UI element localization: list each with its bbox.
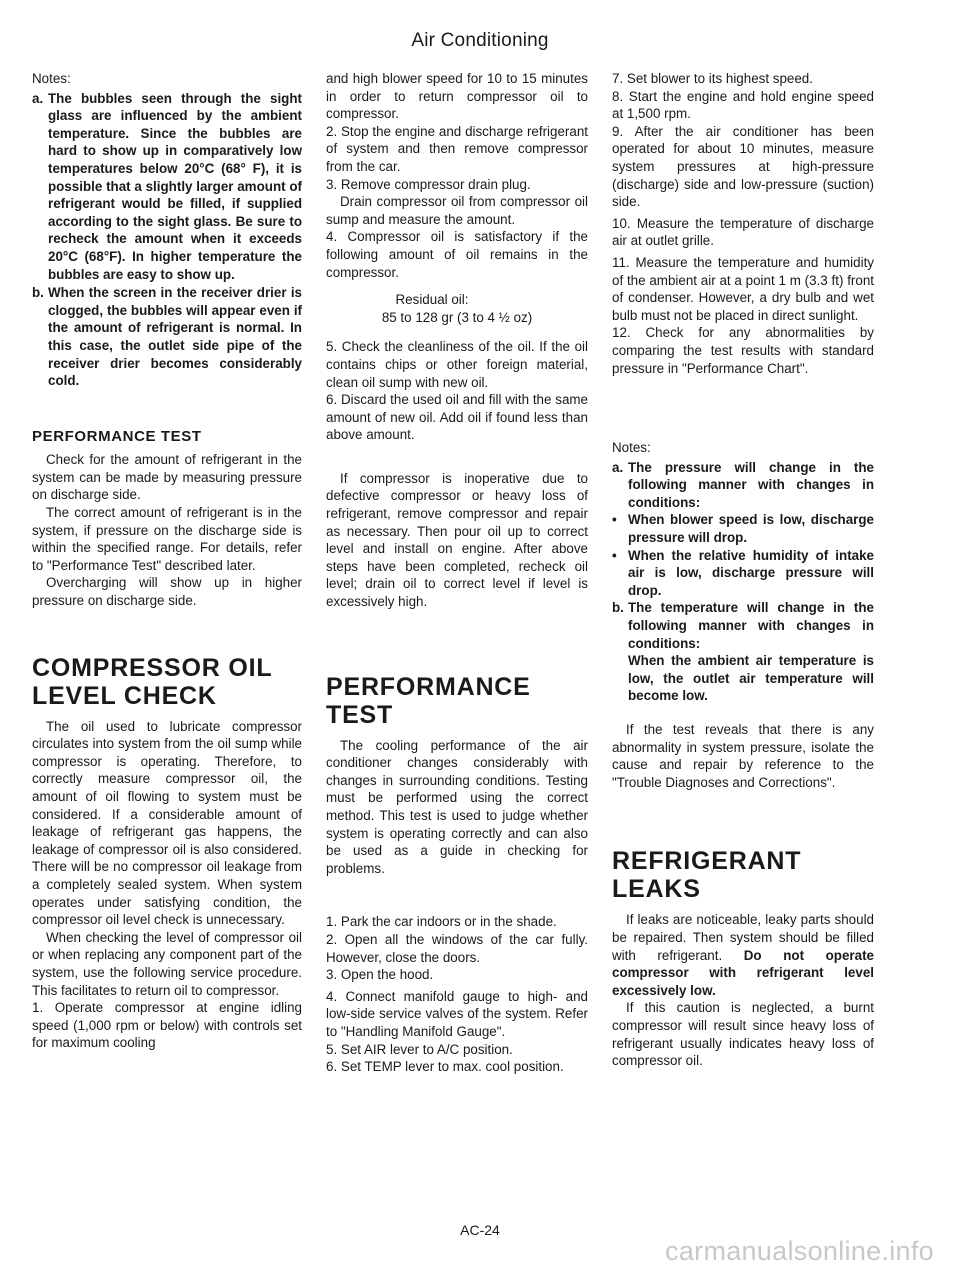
test-step-8: 8. Start the engine and hold engine speed at 1,500 rpm. bbox=[612, 88, 874, 122]
test-step-7: 7. Set blower to its highest speed. bbox=[612, 71, 813, 86]
step-2: 2. Stop the engine and discharge refrigerant of system and then remove compressor from the car. bbox=[326, 123, 588, 174]
column-2 bbox=[326, 70, 588, 1076]
section-heading-refrigerant-leaks bbox=[612, 847, 874, 903]
heading-line: COMPRESSOR OIL bbox=[32, 653, 273, 682]
paragraph: If this caution is neglected, a burnt compressor will result since heavy loss of refrigerant usually indicates heavy loss of compressor oil. bbox=[612, 1000, 874, 1069]
heading-line: LEVEL CHECK bbox=[32, 681, 217, 710]
note-a-marker: a. bbox=[612, 459, 624, 475]
test-step-5: 5. Set AIR lever to A/C position. bbox=[326, 1041, 513, 1057]
step-5: 5. Check the cleanliness of the oil. If the oil contains chips or other foreign material, clean oil sump with new oil. bbox=[326, 339, 588, 390]
paragraph: Check for the amount of refrigerant in the system can be made by measuring pressure on discharge side. bbox=[32, 452, 302, 503]
test-step-1: 1. Park the car indoors or in the shade. bbox=[326, 914, 557, 930]
test-step-2: 2. Open all the windows of the car fully. However, close the doors. bbox=[326, 931, 588, 965]
test-step-4: 4. Connect manifold gauge to high- and low-side service valves of the system. Refer to "Handling Manifold Gauge". bbox=[326, 988, 588, 1039]
step-1-continued: and high blower speed for 10 to 15 minutes in order to return compressor oil to compressor. bbox=[326, 71, 588, 122]
test-step-6: 6. Set TEMP lever to max. cool position. bbox=[326, 1059, 564, 1075]
step-3: 3. Remove compressor drain plug. bbox=[326, 176, 531, 192]
heading-line: LEAKS bbox=[612, 875, 701, 904]
test-step-9: 9. After the air conditioner has been operated for about 10 minutes, measure system pressures at high-pressure (discharge) side and low-pressure (suction) side. bbox=[612, 123, 874, 210]
test-step-12: 12. Check for any abnormalities by comparing the test results with standard pressure in "Performance Chart". bbox=[612, 325, 874, 376]
note-a-text: The pressure will change in the following manner with changes in conditions: bbox=[628, 459, 874, 510]
note-b-marker: b. bbox=[32, 285, 44, 301]
paragraph: The cooling performance of the air conditioner changes considerably with changes in surrounding conditions. Testing must be performed using the correct method. This test is used to judge whether system is operating correctly and can also be used as a guide in checking for problems. bbox=[326, 737, 588, 876]
step-1: 1. Operate compressor at engine idling speed (1,000 rpm or below) with controls set for maximum cooling bbox=[32, 1000, 302, 1051]
paragraph: If the test reveals that there is any abnormality in system pressure, isolate the cause and repair by reference to the "Trouble Diagnoses and Corrections". bbox=[612, 722, 874, 790]
test-step-11: 11. Measure the temperature and humidity of the ambient air at a point 1 m (3.3 ft) front of condenser. However, a dry bulb and wet bulb must not be placed in direct sunlight. bbox=[612, 254, 874, 323]
notes-label: Notes: bbox=[32, 71, 71, 86]
note-b-continued bbox=[612, 652, 874, 705]
bullet-item bbox=[612, 547, 874, 600]
leaks-warning: Do not operate compressor with refrigerant level excessively low. bbox=[612, 947, 874, 998]
note-a-text: The bubbles seen through the sight glass are influenced by the ambient temperature. Since the bubbles are hard to show up in comparatively low temperatures below 20°C (68° F), it is possible that a slightly larger amount of refrigerant would be filled, if supplied according to the sight glass. Be sure to recheck the amount when it exceeds 20°C (68°F). In higher temperature the bubbles are easy to show up. bbox=[48, 90, 302, 282]
bullet-icon: • bbox=[612, 547, 617, 563]
note-b-continued-text: When the ambient air temperature is low, the outlet air temperature will become low. bbox=[628, 653, 874, 704]
section-heading-performance-test-main: PERFORMANCE TEST bbox=[326, 672, 531, 729]
watermark: carmanualsonline.info bbox=[665, 1236, 934, 1266]
paragraph: The correct amount of refrigerant is in the system, if pressure on the discharge side is within the specified range. For details, refer to "Performance Test" described later. bbox=[32, 505, 302, 573]
note-b bbox=[612, 599, 874, 652]
step-4: 4. Compressor oil is satisfactory if the following amount of oil remains in the compressor. bbox=[326, 229, 588, 280]
section-heading-performance-test: PERFORMANCE TEST bbox=[32, 427, 202, 445]
bullet-text: When the relative humidity of intake air is low, discharge pressure will drop. bbox=[628, 547, 874, 598]
note-b-text: When the screen in the receiver drier is clogged, the bubbles will appear even if the amount of refrigerant is normal. In this case, the outlet side pipe of the receiver drier becomes considerably cold. bbox=[48, 285, 302, 389]
paragraph: The oil used to lubricate compressor circulates into system from the oil sump while compressor is operating. Therefore, to correctly measure compressor oil, the amount of oil flowing to system must be considered. If a considerable amount of leakage of refrigerant gas happens, the leakage of compressor oil is also considered. There will be no compressor oil leakage from a completely sealed system. When system operates under satisfying condition, the compressor oil level check is unnecessary. bbox=[32, 718, 302, 928]
test-step-3: 3. Open the hood. bbox=[326, 967, 434, 983]
step-3-continued: Drain compressor oil from compressor oil sump and measure the amount. bbox=[326, 194, 588, 227]
page-number: AC-24 bbox=[460, 1222, 500, 1238]
paragraph bbox=[612, 911, 874, 999]
note-a bbox=[32, 90, 302, 284]
heading-line: REFRIGERANT bbox=[612, 847, 802, 876]
paragraph: Overcharging will show up in higher pressure on discharge side. bbox=[32, 575, 302, 609]
column-3 bbox=[612, 70, 874, 1070]
residual-oil-value: 85 to 128 gr (3 to 4 ½ oz) bbox=[381, 309, 533, 325]
page-header: Air Conditioning bbox=[411, 30, 549, 51]
test-step-10: 10. Measure the temperature of discharge air at outlet grille. bbox=[612, 215, 874, 249]
bullet-text: When blower speed is low, discharge pressure will drop. bbox=[628, 512, 874, 546]
note-b-text: The temperature will change in the following manner with changes in conditions: bbox=[628, 600, 874, 651]
step-6: 6. Discard the used oil and fill with the same amount of new oil. Add oil if found less than above amount. bbox=[326, 392, 588, 443]
note-a bbox=[612, 459, 874, 512]
notes-label: Notes: bbox=[612, 440, 651, 456]
residual-oil-label: Residual oil: bbox=[395, 292, 469, 308]
leaks-text: If leaks are noticeable, leaky parts should be repaired. Then system should be filled with refrigerant. bbox=[612, 912, 874, 963]
note-b bbox=[32, 284, 302, 390]
note-b-marker: b. bbox=[612, 600, 624, 616]
bullet-icon: • bbox=[612, 512, 617, 528]
section-heading-compressor-oil bbox=[32, 654, 302, 710]
bullet-item bbox=[612, 511, 874, 546]
paragraph: If compressor is inoperative due to defective compressor or heavy loss of refrigerant, remove compressor and repair as necessary. Then pour oil up to correct level and install on engine. After above steps have been completed, recheck oil level; drain oil to correct level if level is excessively high. bbox=[326, 470, 588, 610]
note-a-marker: a. bbox=[32, 90, 44, 106]
paragraph: When checking the level of compressor oil or when replacing any component part of the system, use the following service procedure. This facilitates to return oil to compressor. bbox=[32, 929, 302, 998]
column-1 bbox=[32, 70, 302, 1052]
